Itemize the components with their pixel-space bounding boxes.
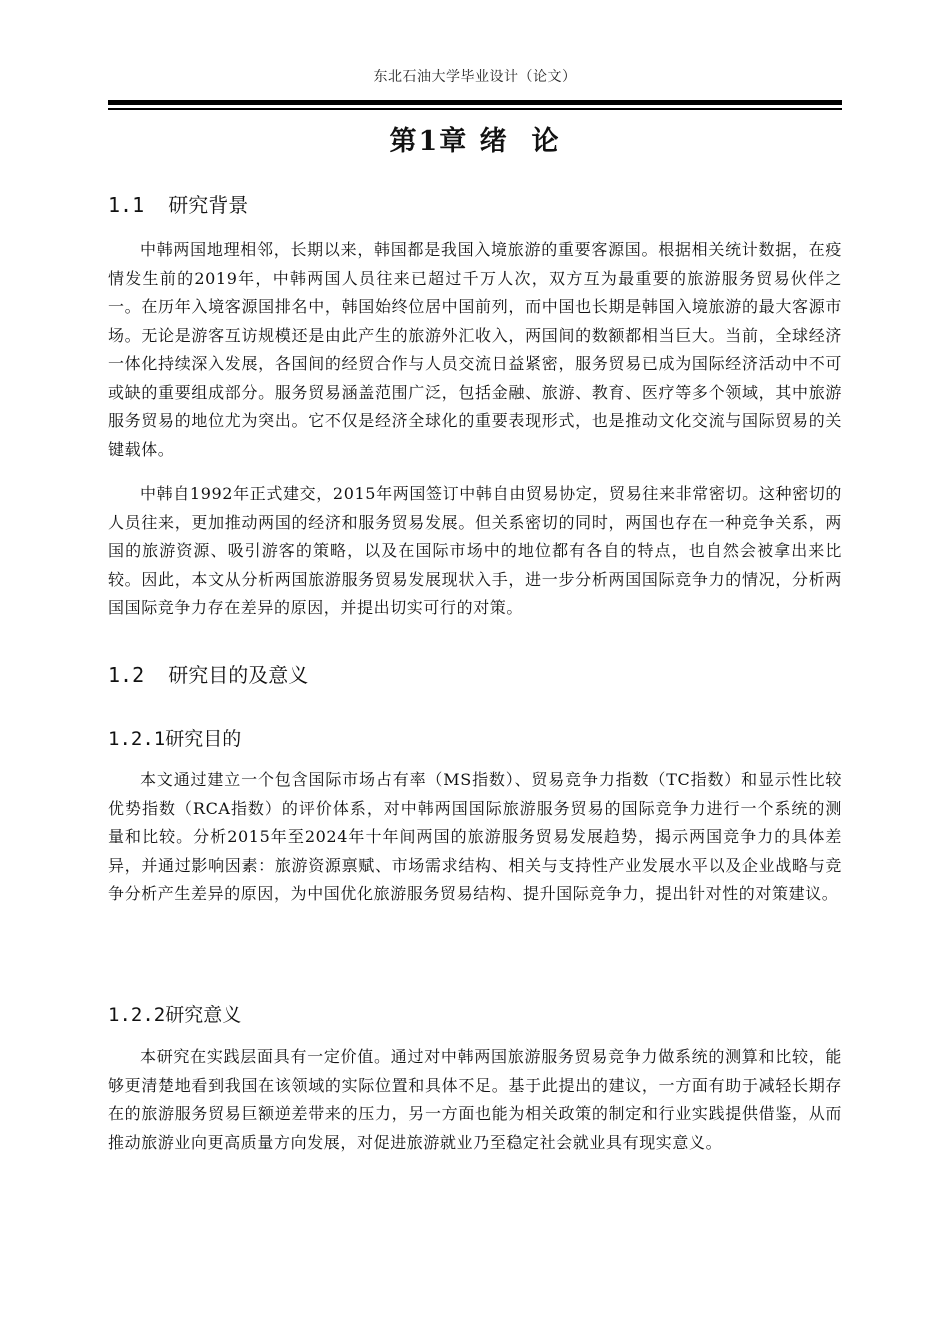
paragraph-background-1: 中韩两国地理相邻，长期以来，韩国都是我国入境旅游的重要客源国。根据相关统计数据，在疫情发生前的2019年，中韩两国人员往来已超过千万人次，双方互为最重要的旅游服务贸易伙伴之一。在历年入境客源国排名中，韩国始终位居中国前列，而中国也长期是韩国入境旅游的最大客源市场。无论是游客互访规模还是由此产生的旅游外汇收入，两国间的数额都相当巨大。当前，全球经济一体化持续深入发展，各国间的经贸合作与人员交流日益紧密，服务贸易已成为国际经济活动中不可或缺的重要组成部分。服务贸易涵盖范围广泛，包括金融、旅游、教育、医疗等多个领域，其中旅游服务贸易的地位尤为突出。它不仅是经济全球化的重要表现形式，也是推动文化交流与国际贸易的关键载体。 [108, 240, 842, 459]
paragraph-purpose: 本文通过建立一个包含国际市场占有率（MS指数）、贸易竞争力指数（TC指数）和显示性比较优势指数（RCA指数）的评价体系，对中韩两国国际旅游服务贸易的国际竞争力进行一个系统的测量和比较。分析2015年至2024年十年间两国的旅游服务贸易发展趋势，揭示两国竞争力的具体差异，并通过影响因素：旅游资源禀赋、市场需求结构、相关与支持性产业发展水平以及企业战略与竞争分析产生差异的原因，为中国优化旅游服务贸易结构、提升国际竞争力，提出针对性的对策建议。 [108, 770, 842, 903]
paragraph-significance: 本研究在实践层面具有一定价值。通过对中韩两国旅游服务贸易竞争力做系统的测算和比较，能够更清楚地看到我国在该领域的实际位置和具体不足。基于此提出的建议，一方面有助于减轻长期存在的旅游服务贸易巨额逆差带来的压力，另一方面也能为相关政策的制定和行业实践提供借鉴，从而推动旅游业向更高质量方向发展，对促进旅游就业乃至稳定社会就业具有现实意义。 [108, 1047, 842, 1152]
subsection-heading-1-2-1: 1.2.1研究目的 [108, 728, 242, 750]
subsection-heading-1-2-2: 1.2.2研究意义 [108, 1004, 242, 1026]
running-header: 东北石油大学毕业设计（论文） [373, 69, 577, 85]
chapter-title: 第1章 绪 论 [389, 126, 561, 157]
header-rule-thin [108, 108, 842, 110]
paragraph-background-2: 中韩自1992年正式建交，2015年两国签订中韩自由贸易协定，贸易往来非常密切。这种密切的人员往来，更加推动两国的经济和服务贸易发展。但关系密切的同时，两国也存在一种竞争关系，两国的旅游资源、吸引游客的策略，以及在国际市场中的地位都有各自的特点，也自然会被拿出来比较。因此，本文从分析两国旅游服务贸易发展现状入手，进一步分析两国国际竞争力的情况，分析两国国际竞争力存在差异的原因，并提出切实可行的对策。 [108, 484, 842, 617]
section-heading-1-1: 1.1 研究背景 [108, 193, 249, 217]
section-heading-1-2: 1.2 研究目的及意义 [108, 663, 309, 687]
header-rule-thick [108, 100, 842, 105]
